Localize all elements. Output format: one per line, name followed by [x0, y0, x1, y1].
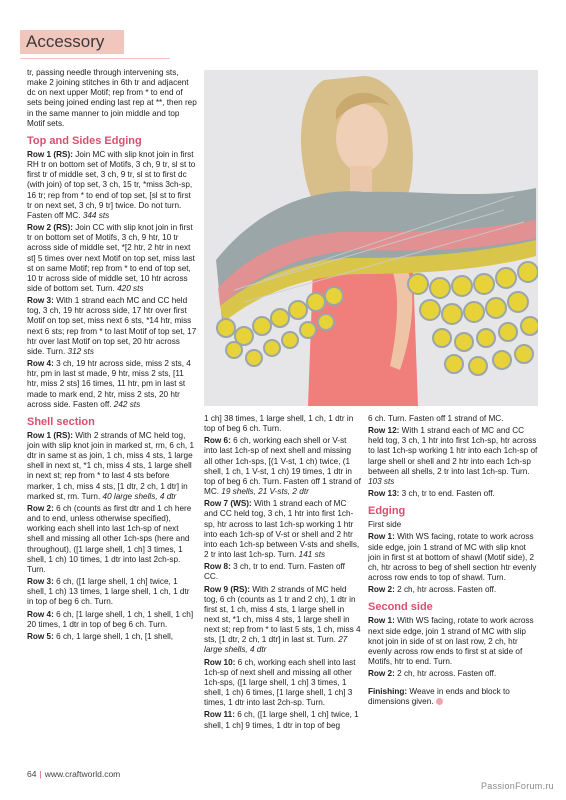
page-number: 64	[27, 769, 37, 779]
row-label: Row 4:	[27, 359, 54, 369]
row-text: 3 ch, 19 htr across side, miss 2 sts, 4 htr, pm in last st made, 9 htr, miss 2 sts, [11 htr, miss 2 sts] 16 times, 11 htr, pm in last st made to mark end, 2 htr, miss 2 sts, 20 htr across side. Fasten off.	[27, 359, 191, 409]
row-label: Row 1:	[368, 616, 395, 626]
top-sides-heading: Top and Sides Edging	[27, 134, 142, 147]
second-side-heading: Second side	[368, 601, 433, 614]
pattern-row	[27, 296, 197, 357]
section-title: Accessory	[26, 32, 105, 51]
header-divider	[20, 58, 170, 59]
pattern-row	[368, 489, 538, 499]
row-text: 6 ch, [1 large shell, 1 ch, 1 shell, 1 ch] 20 times, 1 dtr in top of beg 6 ch. Turn.	[27, 609, 194, 629]
row-count: 242 sts	[111, 399, 141, 409]
intro-paragraph: tr, passing needle through intervening sts, make 2 joining stitches in 6th tr and adjacent dc on next upper Motif; rep from * to end of sets being joined ending last rep at **, then rep in the same manner to join middle and top Motif sets.	[27, 68, 197, 128]
row-label: Row 3:	[27, 577, 54, 587]
pattern-row	[27, 632, 197, 642]
row-label: Row 12:	[368, 426, 400, 436]
row-text: 3 ch, tr to end. Fasten off.	[399, 489, 495, 499]
row-count: 141 sts	[296, 550, 326, 560]
end-mark-icon	[436, 698, 443, 705]
pattern-row	[368, 669, 538, 679]
pattern-row	[27, 610, 197, 630]
row-text: With WS facing, rotate to work across side edge, join 1 strand of MC with slip knot join in first st at bottom of shawl (Motif side), 2 ch, htr across to beg of shell section htr evenly across row ends to top of shawl. Turn.	[368, 532, 537, 583]
pattern-row	[204, 562, 361, 582]
row-count: 103 sts	[368, 476, 395, 486]
pattern-row	[368, 585, 538, 595]
pattern-row	[204, 658, 361, 709]
row-text: Join CC with slip knot join in first tr on bottom set of Motifs, 3 ch, 9 htr, 10 tr across side of middle set, *[2 htr, 2 htr in next st] 5 times over next Motif on top set, miss last st on same Motif; rep from * to end of top set, 10 tr across side of middle set, 10 htr across side of bottom set. Turn.	[27, 223, 195, 293]
row-text: 6 ch, working each shell or V-st into last 1ch-sp of next shell and missing all other 1ch-sps, [(1 V-st, 1 ch) twice, (1 shell, 1 ch, 1 V-st, 1 ch) 19 times, 1 dtr in top of beg 6 ch. Turn. Fasten off 1 strand of MC.	[204, 436, 361, 497]
row-text: With 1 strand each of MC and CC held tog, 3 ch, 1 htr into first 1ch-sp, htr across to last 1ch-sp working 1 htr into each 1ch-sp of V-st or shell and 2 htr into each 1ch-sp between V-sts and shells, 2 tr into last 1ch-sp. Turn.	[204, 499, 360, 560]
row-text: 1 ch] 38 times, 1 large shell, 1 ch, 1 dtr in top of beg 6 ch. Turn.	[204, 414, 354, 434]
row-label: Row 3:	[27, 296, 54, 306]
pattern-row	[368, 532, 538, 583]
section-tab	[20, 30, 124, 54]
finishing-text: Weave in ends and block to dimensions given.	[368, 687, 510, 707]
row-text: Join MC with slip knot join in first RH tr on bottom set of Motifs, 3 ch, 9 tr, sl st to first tr of middle set, 3 ch, 9 tr, sl st to first dc (with join) of top set, 3 ch, 15 tr, *miss 3ch-sp, 16 tr; rep from * to end of top set, [sl st to first tr on next set, 3 ch, 9 tr] twice. Do not turn. Fasten off MC.	[27, 149, 196, 220]
row-label: Row 2:	[368, 585, 395, 595]
row-count: 420 sts	[114, 283, 144, 293]
row-label: Row 7 (WS):	[204, 499, 252, 509]
pattern-row	[27, 431, 197, 502]
footer-divider: |	[39, 769, 42, 779]
row-label: Row 6:	[204, 436, 231, 446]
row-label: Row 2:	[27, 503, 54, 513]
row-text: With 1 strand each MC and CC held tog, 3 ch, 19 htr across side, 17 htr over first Motif on top set, miss next 6 sts, *14 htr, miss next 6 sts; rep from * to last Motif of top set, 17 htr over last Motif on top set, 20 htr across side. Turn.	[27, 296, 197, 356]
pattern-row	[204, 499, 361, 560]
column-right	[368, 414, 538, 710]
row-count: 40 large shells, 4 dtr	[100, 491, 177, 501]
pattern-row	[368, 616, 538, 667]
pattern-row: 6 ch. Turn. Fasten off 1 strand of MC.	[368, 414, 504, 423]
row-text: 6 ch, ([1 large shell, 1 ch] twice, 1 shell, 1 ch] 9 times, 1 dtr in top of beg	[204, 710, 359, 730]
row-text: With 1 strand each of MC and CC held tog, 3 ch, 1 htr into first 1ch-sp, htr across to last 1ch-sp working 1 htr into each 1ch-sp of large shell or shell and 2 htr into each 1ch-sp between all shells, 2 tr into last 1ch-sp. Turn.	[368, 426, 538, 476]
row-label: Row 4:	[27, 609, 54, 619]
row-label: Row 1:	[368, 532, 395, 542]
model-with-shawl-image	[204, 70, 538, 406]
first-side-subheading: First side	[368, 520, 402, 530]
finishing-label: Finishing:	[368, 687, 408, 697]
pattern-row	[27, 223, 197, 294]
watermark: PassionForum.ru	[480, 781, 554, 791]
row-text: 2 ch, htr across. Fasten off.	[394, 585, 497, 595]
row-label: Row 9 (RS):	[204, 584, 250, 594]
pattern-row	[368, 426, 538, 487]
row-label: Row 5:	[27, 631, 54, 641]
row-label: Row 13:	[368, 489, 400, 499]
edging-heading: Edging	[368, 505, 406, 518]
row-text: 2 ch, htr across. Fasten off.	[394, 669, 497, 679]
footer-url: www.craftworld.com	[44, 769, 121, 779]
pattern-row	[27, 359, 197, 410]
pattern-row	[27, 504, 197, 575]
shawl-photo	[204, 70, 538, 406]
row-text: 3 ch, tr to end. Turn. Fasten off CC.	[204, 562, 345, 582]
row-text: 6 ch, ([1 large shell, 1 ch] twice, 1 shell, 1 ch) 13 times, 1 large shell, 1 ch, 1 dtr in top of beg 6 ch. Turn.	[27, 577, 190, 607]
pattern-row	[204, 436, 361, 497]
pattern-row	[204, 414, 361, 434]
row-label: Row 10:	[204, 657, 236, 667]
column-middle	[204, 414, 361, 733]
row-label: Row 8:	[204, 562, 231, 572]
row-text: With WS facing, rotate to work across next side edge, join 1 strand of MC with slip knot join in side of st on last row, 2 ch, htr evenly across row ends to first st at side of Motifs, htr to end. Turn.	[368, 616, 534, 666]
row-text: With 2 strands of MC held tog, 6 ch (counts as 1 tr and 2 ch), 1 dtr in first st, 1 ch, miss 4 sts, 1 large shell in next st, *1 ch, miss 4 sts, 1 large shell in next st; rep from * to last 5 sts, 1 ch, miss 4 sts, [1 dtr, 2 ch, 1 dtr] in last st. Turn.	[204, 584, 361, 645]
row-text: With 2 strands of MC held tog, join with slip knot join in marked st, rm, 6 ch, 1 dtr in same st as join, 1 ch, miss 4 sts, 1 large shell in next st, *1 ch, miss 4 sts, 1 large shell in next st; rep from * to last 4 sts before marker, 1 ch, miss 4 sts, [1 dtr, 2 ch, 1 dtr] in marked st, rm. Turn.	[27, 430, 195, 501]
row-label: Row 2 (RS):	[27, 223, 73, 233]
row-text: 6 ch, 1 large shell, 1 ch, [1 shell,	[53, 631, 174, 641]
row-count: 312 sts	[65, 346, 94, 356]
row-count: 344 sts	[80, 210, 110, 220]
pattern-row	[27, 150, 197, 221]
row-label: Row 1 (RS):	[27, 149, 73, 159]
pattern-row	[204, 585, 361, 656]
column-left	[27, 68, 197, 644]
row-label: Row 11:	[204, 710, 235, 720]
page-footer	[27, 769, 120, 779]
row-count: 27 large shells, 4 dtr	[204, 635, 348, 655]
shell-section-heading: Shell section	[27, 415, 95, 428]
finishing-paragraph	[368, 687, 538, 707]
pattern-row	[204, 710, 361, 730]
row-label: Row 2:	[368, 669, 395, 679]
row-label: Row 1 (RS):	[27, 430, 73, 440]
row-text: 6 ch (counts as first dtr and 1 ch here and to end, unless otherwise specified), working each shell into last 1ch-sp of next shell and missing all other 1ch-sps (here and throughout), ([1 large shell, 1 ch] 3 times, 1 shell, 1 ch) 10 times, 1 dtr into last 2ch-sp. Turn.	[27, 503, 192, 574]
row-text: 6 ch, working each shell into last 1ch-sp of next shell and missing all other 1ch-sps, ([1 large shell, 1 ch] 3 times, 1 shell, 1 ch) 6 times, [1 large shell, 1 ch] 3 times, 1 dtr into last 2ch-sp. Turn.	[204, 657, 356, 708]
row-count: 19 shells, 21 V-sts, 2 dtr	[219, 487, 309, 497]
pattern-row	[27, 577, 197, 607]
